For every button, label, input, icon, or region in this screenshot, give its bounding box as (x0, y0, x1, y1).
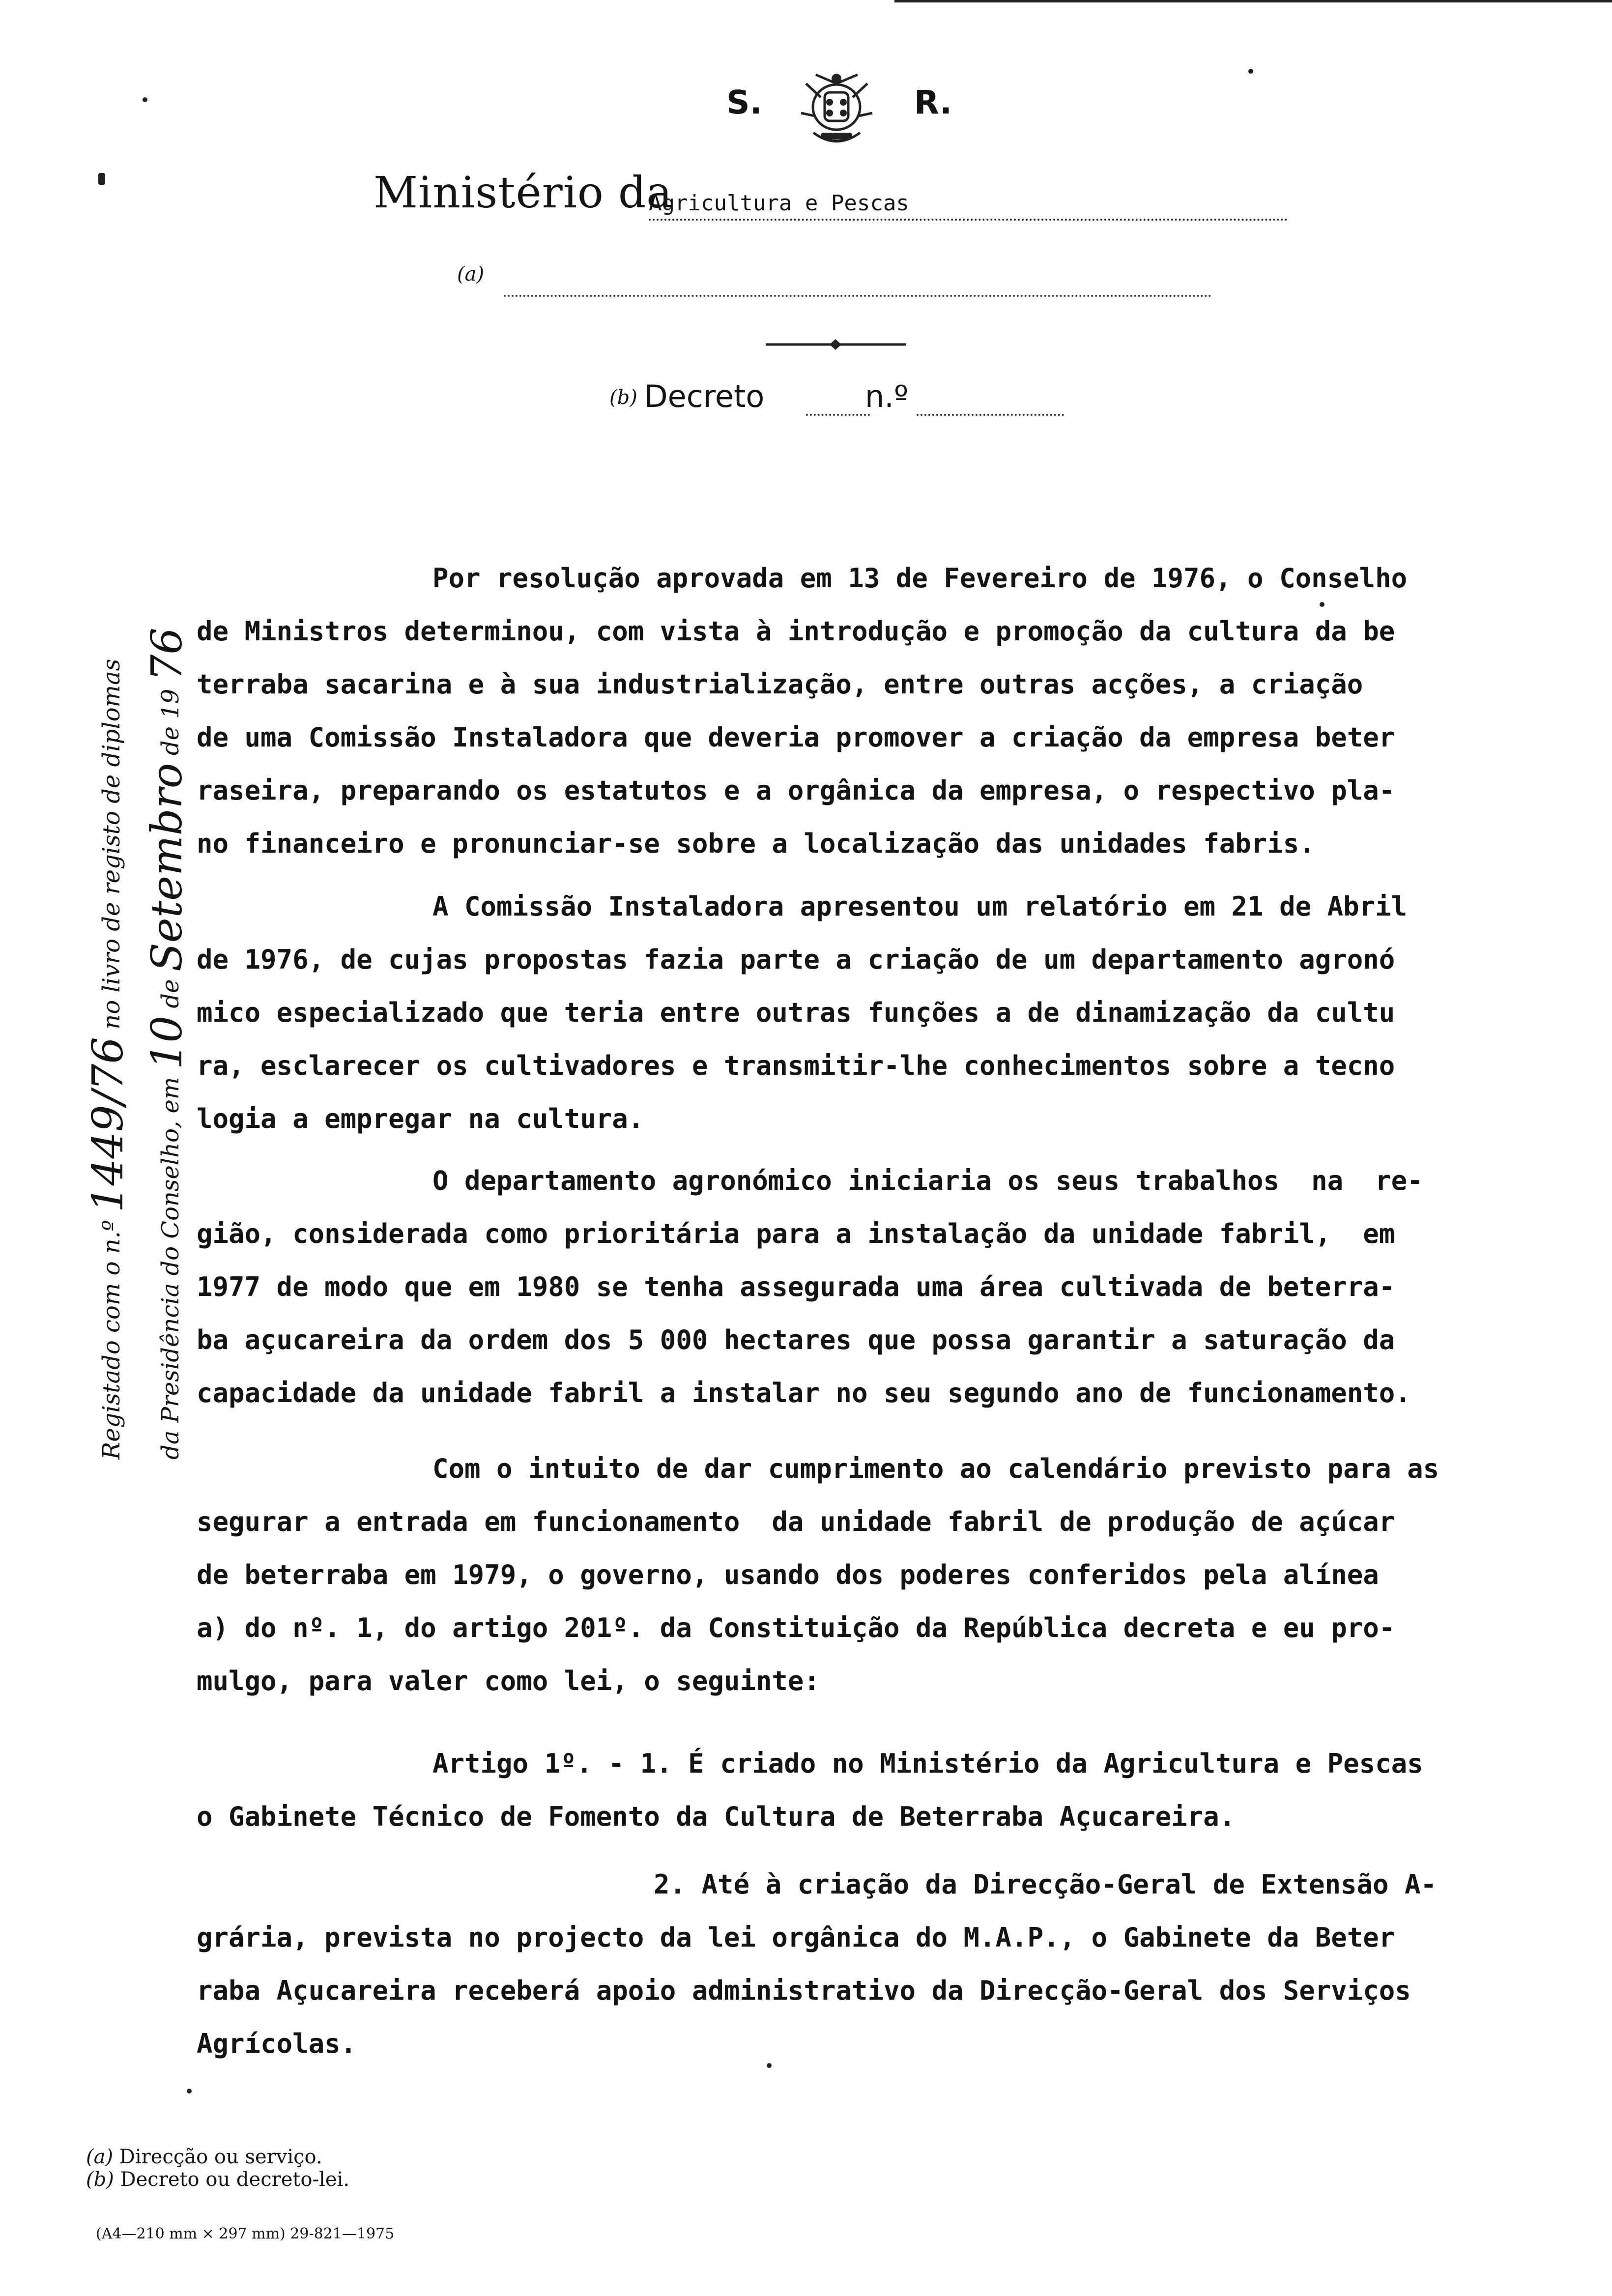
body-line: segurar a entrada em funcionamento da unidade fabril de produção de açúcar (197, 1506, 1395, 1537)
body-line: 1977 de modo que em 1980 se tenha assegurada uma área cultivada de beterra- (197, 1271, 1395, 1302)
registration-text-2a: da Presidência do Conselho, em (157, 1077, 184, 1460)
top-rule (894, 0, 1612, 2)
footnote-a (86, 2146, 322, 2168)
body-line: a) do nº. 1, do artigo 201º. da Constituição da República decreta e eu pro- (197, 1612, 1395, 1643)
registration-text-2b: de (157, 979, 184, 1008)
service-line-blank (504, 295, 1211, 297)
footnote-b-marker: (b) (86, 2168, 114, 2191)
body-line: A Comissão Instaladora apresentou um relatório em 21 de Abril (432, 891, 1408, 922)
decree-number-blank (917, 414, 1064, 416)
header-r-label: R. (914, 84, 952, 121)
registration-text-1a: Registado com o n.º (98, 1220, 125, 1460)
ministry-heading (374, 167, 1297, 226)
registration-day-handwritten: 10 (143, 1015, 192, 1070)
footnote-a-marker: (a) (86, 2146, 114, 2168)
article-1-line: raba Açucareira receberá apoio administrativo da Direcção-Geral dos Serviços (197, 1975, 1411, 2006)
ministry-department: Agricultura e Pescas (649, 191, 1288, 221)
body-line: ba açucareira da ordem dos 5 000 hectares que possa garantir a saturação da (197, 1324, 1395, 1355)
service-line-label: (a) (457, 263, 485, 286)
body-line: de beterraba em 1979, o governo, usando dos poderes conferidos pela alínea (197, 1559, 1379, 1590)
coat-of-arms-icon (786, 69, 887, 152)
body-line: Por resolução aprovada em 13 de Fevereiro de 1976, o Conselho (432, 563, 1408, 594)
body-line: logia a empregar na cultura. (197, 1103, 644, 1134)
footnote-b (86, 2168, 349, 2191)
header-s-label: S. (726, 84, 762, 121)
body-line: mico especializado que teria entre outras funções a de dinamização da cultu (197, 997, 1395, 1028)
body-line: O departamento agronómico iniciaria os seus trabalhos na re- (432, 1165, 1423, 1196)
body-line: ra, esclarecer os cultivadores e transmitir-lhe conhecimentos sobre a tecno (197, 1050, 1395, 1081)
registration-month-handwritten: Setembro (143, 763, 192, 972)
divider-ornament (766, 339, 906, 350)
body-line: raseira, preparando os estatutos e a orgânica da empresa, o respectivo pla- (197, 775, 1395, 806)
decree-type-blank (806, 414, 870, 416)
article-1-line: o Gabinete Técnico de Fomento da Cultura de Beterraba Açucareira. (197, 1801, 1236, 1832)
scan-mark (767, 2063, 772, 2068)
body-line: gião, considerada como prioritária para a instalação da unidade fabril, em (197, 1218, 1395, 1249)
article-1-line: Agrícolas. (197, 2028, 357, 2059)
article-1-line: Artigo 1º. - 1. É criado no Ministério da Agricultura e Pescas (432, 1748, 1423, 1779)
footnote-b-text: Decreto ou decreto-lei. (120, 2168, 350, 2191)
registration-year-handwritten: 76 (143, 627, 192, 682)
body-line: de Ministros determinou, com vista à introdução e promoção da cultura da be (197, 616, 1395, 647)
registration-text-1b: no livro de registo de diplomas (98, 659, 125, 1030)
registration-number-handwritten: 1449/76 (84, 1036, 133, 1213)
decree-line (609, 378, 764, 414)
scan-mark (98, 173, 105, 185)
registration-line-1 (84, 659, 133, 1460)
print-reference: (A4—210 mm × 297 mm) 29-821—1975 (96, 2225, 395, 2242)
body-line: no financeiro e pronunciar-se sobre a localização das unidades fabris. (197, 828, 1315, 859)
body-line: Com o intuito de dar cumprimento ao calendário previsto para as (432, 1453, 1439, 1484)
registration-text-2c: de 19 (157, 689, 184, 756)
body-line: de uma Comissão Instaladora que deveria promover a criação da empresa beter (197, 722, 1395, 753)
decree-label: Decreto (644, 378, 765, 414)
decree-b-marker: (b) (609, 386, 637, 409)
body-line: capacidade da unidade fabril a instalar no seu segundo ano de funcionamento. (197, 1378, 1411, 1408)
body-line: mulgo, para valer como lei, o seguinte: (197, 1665, 820, 1696)
decree-number-label: n.º (865, 378, 909, 414)
article-1-line: grária, prevista no projecto da lei orgânica do M.A.P., o Gabinete da Beter (197, 1922, 1395, 1953)
scan-mark (187, 2089, 192, 2094)
body-line: terraba sacarina e à sua industrialização, entre outras acções, a criação (197, 669, 1363, 700)
scan-mark (143, 97, 147, 102)
scan-mark (1248, 69, 1253, 74)
registration-line-2 (143, 628, 192, 1460)
scan-mark (1320, 602, 1324, 607)
footnote-a-text: Direcção ou serviço. (119, 2146, 322, 2168)
body-line: de 1976, de cujas propostas fazia parte a criação de um departamento agronó (197, 944, 1395, 975)
article-1-line: 2. Até à criação da Direcção-Geral de Extensão A- (654, 1869, 1437, 1900)
ministry-title: Ministério da (374, 167, 673, 218)
